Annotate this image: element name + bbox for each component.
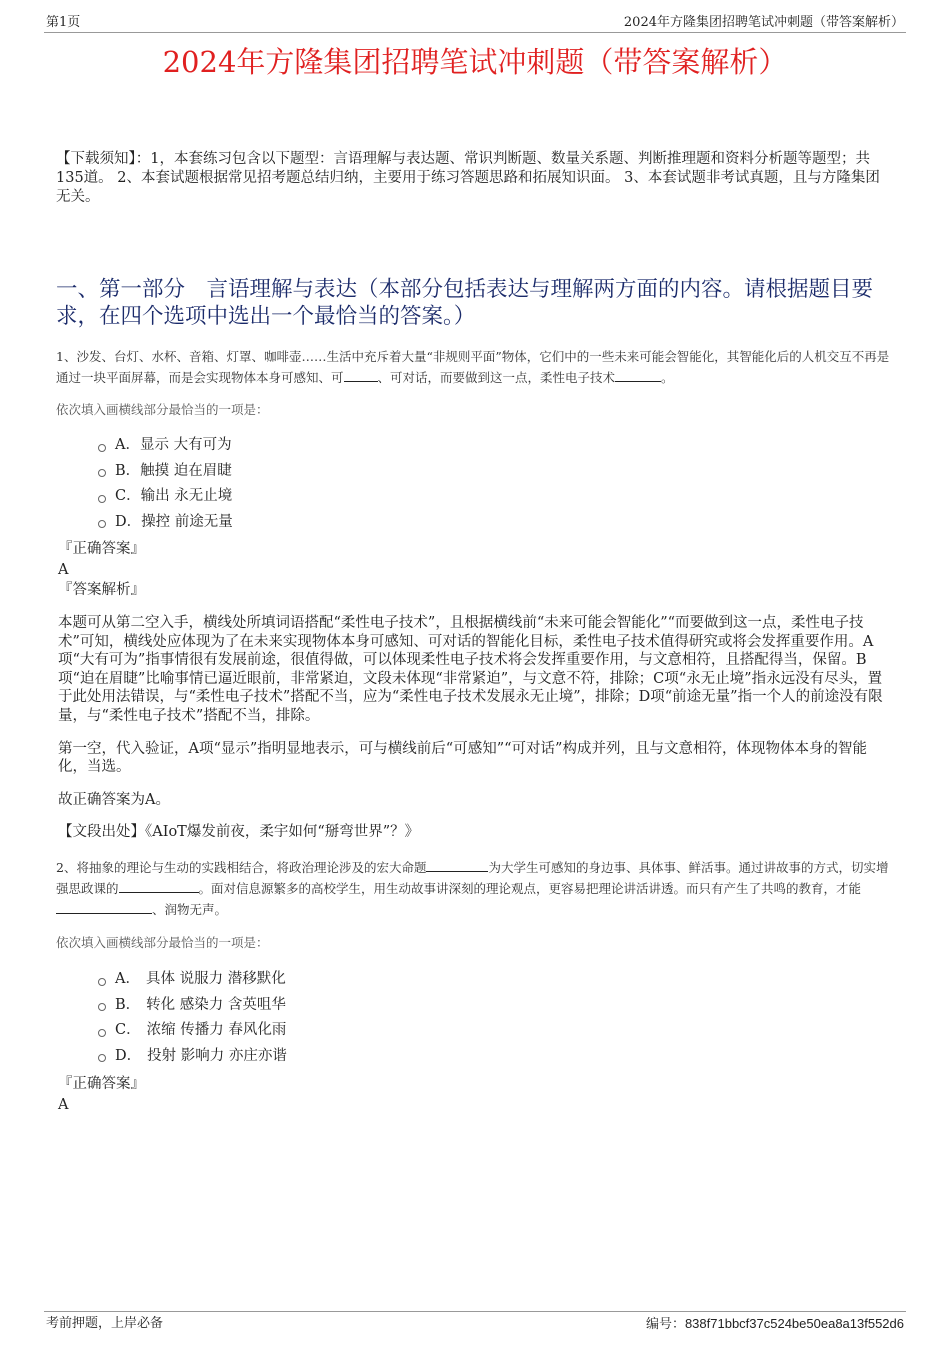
radio-icon[interactable] <box>98 495 106 503</box>
page-number: 第1页 <box>46 15 81 30</box>
answer-value: A <box>58 561 69 578</box>
option-b[interactable]: B． 转化 感染力 含英咀华 <box>98 993 287 1019</box>
radio-icon[interactable] <box>98 1029 106 1037</box>
page-footer <box>44 1311 906 1332</box>
footer-slogan: 考前押题，上岸必备 <box>46 1316 164 1331</box>
blank-1 <box>426 859 488 872</box>
option-c[interactable]: C． 输出 永无止境 <box>98 484 233 510</box>
analysis-paragraph: 第一空，代入验证，A项“显示”指明显地表示，可与横线前后“可感知”“可对话”构成并列，且与文意相符，体现物体本身的智能化，当选。 <box>58 740 867 776</box>
radio-icon[interactable] <box>98 1003 106 1011</box>
blank-3 <box>56 901 152 914</box>
header-doc-title: 2024年方隆集团招聘笔试冲刺题（带答案解析） <box>623 15 904 30</box>
option-b[interactable]: B． 触摸 迫在眉睫 <box>98 459 233 485</box>
analysis-label: 『答案解析』 <box>58 582 145 598</box>
blank-1 <box>344 369 378 382</box>
source-citation: 【文段出处】《AIoT爆发前夜，柔宇如何“掰弯世界”？》 <box>58 824 420 841</box>
radio-icon[interactable] <box>98 978 106 986</box>
analysis-paragraph: 本题可从第二空入手，横线处所填词语搭配“柔性电子技术”，且根据横线前“未来可能会智能化”“而要做到这一点，柔性电子技术”可知，横线处应体现为了在未来实现物体本身可感知、可对话的智能化目标，柔性电子技术值得研究或将会发挥重要作用。A项“大有可为”指事情很有发展前途，很值得做，可以体现柔性电子技术将会发挥重要作用，与文意相符，且搭配得当，保留。B项“迫在眉睫”比喻事情已逼近眼前，非常紧迫，文段未体现“非常紧迫”，与文意不符，排除；C项“永无止境”指永远没有尽头，置于此处用法错误，与“柔性电子技术”搭配不当，应为“柔性电子技术发展永无止境”，排除；D项“前途无量”指一个人的前途没有限量，与“柔性电子技术”搭配不当，排除。 <box>58 615 883 724</box>
question-1-ask: 依次填入画横线部分最恰当的一项是： <box>56 402 269 417</box>
question-2-ask: 依次填入画横线部分最恰当的一项是： <box>56 935 269 950</box>
question-1-analysis <box>58 614 894 856</box>
blank-2 <box>615 369 661 382</box>
question-1-options <box>98 433 233 535</box>
download-notice: 【下载须知】：1，本套练习包含以下题型：言语理解与表达题、常识判断题、数量关系题、判断推理题和资料分析题等题型；共135道。 2、本套试题根据常见招考题总结归纳，主要用于练习答题思路和拓展知识面。 3、本套试题非考试真题，且与方隆集团无关。 <box>56 151 880 205</box>
question-1-text: 1、沙发、台灯、水杯、音箱、灯罩、咖啡壶……生活中充斥着大量“非规则平面”物体，它们中的一些未来可能会智能化，其智能化后的人机交互不再是通过一块平面屏幕，而是会实现物体本身可感知、可 、可对话，而要做到这一点，柔性电子技术 。 <box>56 349 890 385</box>
radio-icon[interactable] <box>98 444 106 452</box>
answer-label: 『正确答案』 <box>58 1076 145 1092</box>
document-code: 编号：838f71bbcf37c524be50ea8a13f552d6 <box>645 1316 904 1332</box>
page-header <box>44 14 906 33</box>
radio-icon[interactable] <box>98 1054 106 1062</box>
radio-icon[interactable] <box>98 520 106 528</box>
answer-label: 『正确答案』 <box>58 541 145 557</box>
section-title: 一、第一部分 言语理解与表达（本部分包括表达与理解两方面的内容。请根据题目要求，在四个选项中选出一个最恰当的答案。） <box>56 277 874 329</box>
document-title: 2024年方隆集团招聘笔试冲刺题（带答案解析） <box>162 45 788 79</box>
radio-icon[interactable] <box>98 469 106 477</box>
question-2-options <box>98 967 287 1069</box>
option-a[interactable]: A． 具体 说服力 潜移默化 <box>98 967 287 993</box>
blank-2 <box>119 880 199 893</box>
option-a[interactable]: A． 显示 大有可为 <box>98 433 233 459</box>
option-d[interactable]: D． 投射 影响力 亦庄亦谐 <box>98 1044 287 1070</box>
question-2-answer <box>58 1074 145 1115</box>
answer-value: A <box>58 1096 69 1113</box>
question-2-text: 2、将抽象的理论与生动的实践相结合，将政治理论涉及的宏大命题 为大学生可感知的身边事、具体事、鲜活事。通过讲故事的方式，切实增强思政课的 。面对信息源繁多的高校学生，用生动故事讲深刻的理论观点，更容易把理论讲活讲透。而只有产生了共鸣的教育，才能、润物无声。 <box>56 860 889 917</box>
option-c[interactable]: C． 浓缩 传播力 春风化雨 <box>98 1018 287 1044</box>
analysis-conclusion: 故正确答案为A。 <box>58 791 170 808</box>
question-1-answer <box>58 539 145 601</box>
option-d[interactable]: D． 操控 前途无量 <box>98 510 233 536</box>
